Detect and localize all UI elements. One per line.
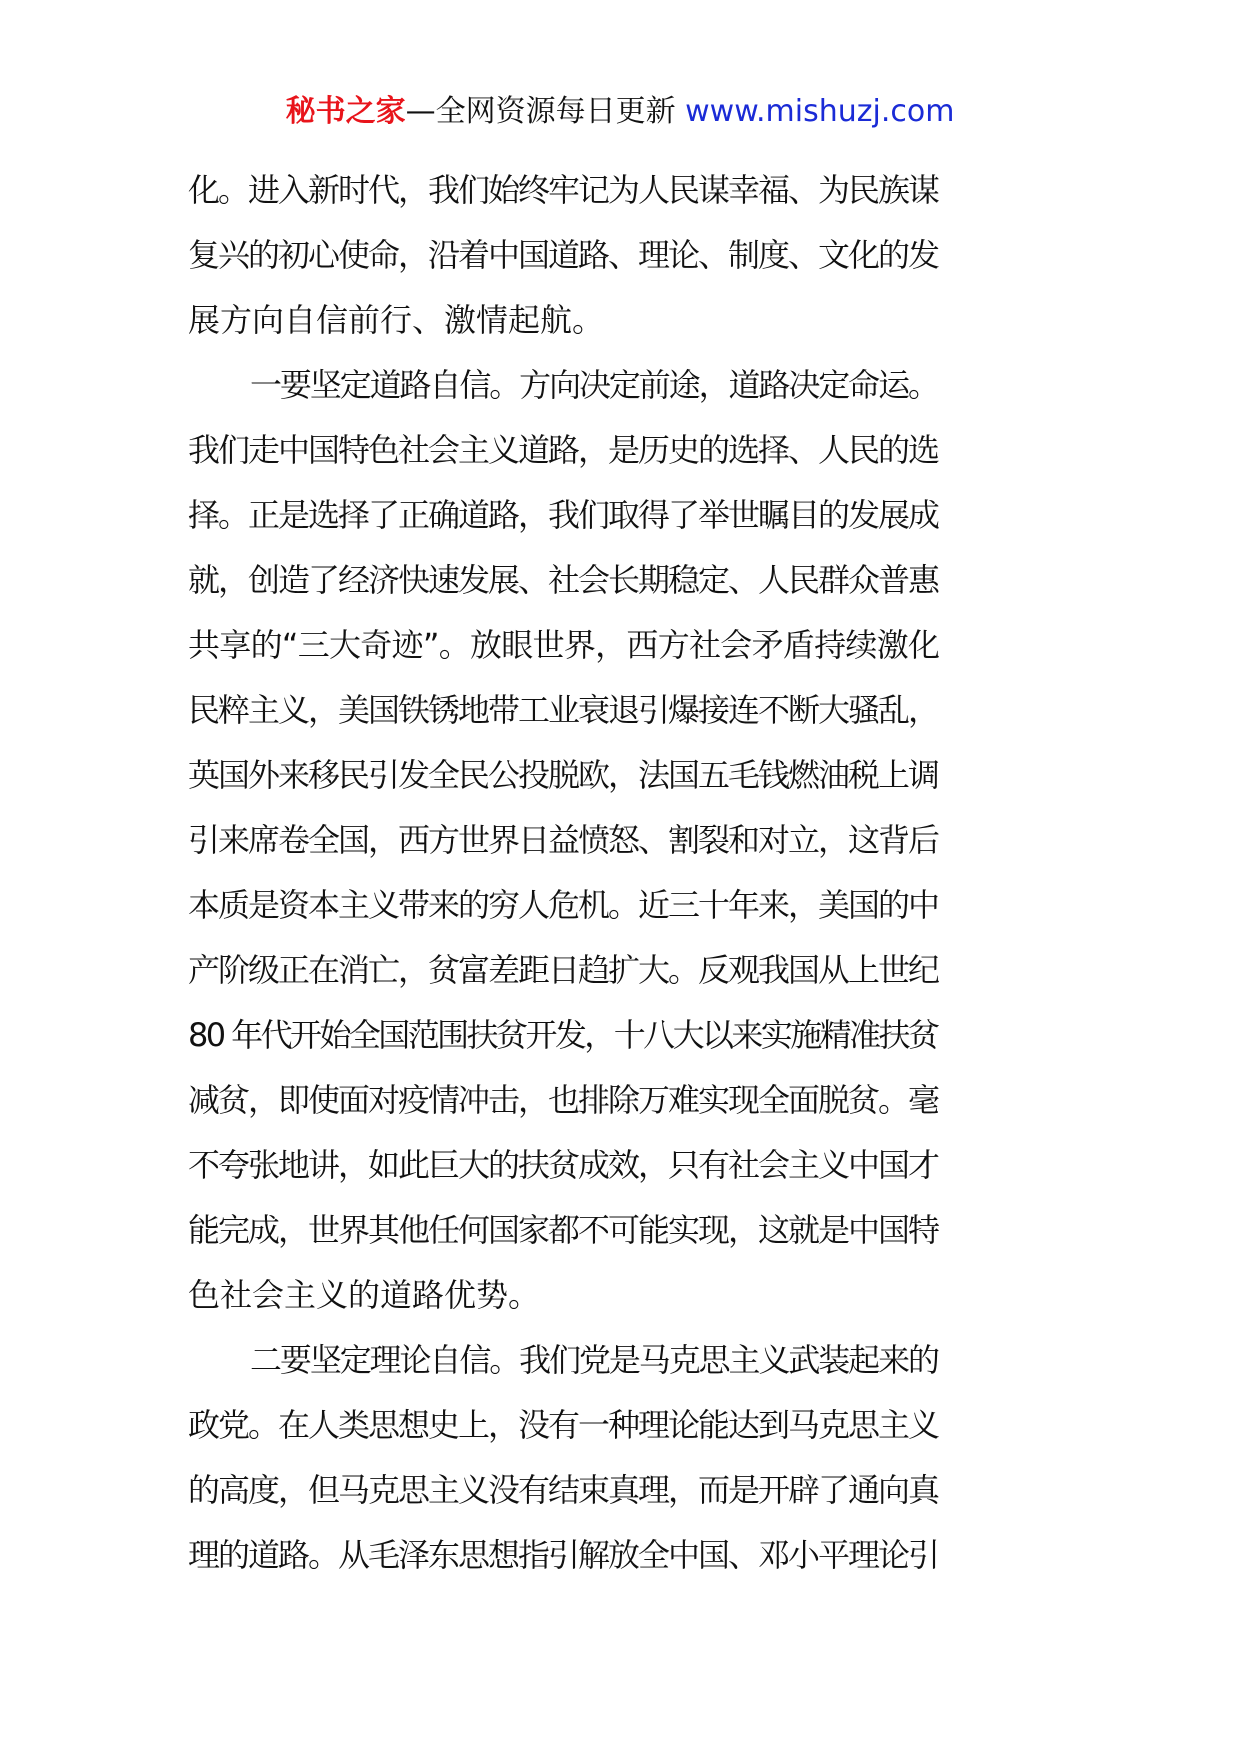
site-slogan: —全网资源每日更新	[405, 94, 676, 129]
text-line: 的高度，但马克思主义没有结束真理，而是开辟了通向真	[188, 1471, 938, 1509]
text-line: 政党。在人类思想史上，没有一种理论能达到马克思主义	[188, 1406, 938, 1444]
text-line: 复兴的初心使命，沿着中国道路、理论、制度、文化的发	[188, 236, 938, 274]
text-line: 不夸张地讲，如此巨大的扶贫成效，只有社会主义中国才	[188, 1146, 938, 1184]
text-line: 能完成，世界其他任何国家都不可能实现，这就是中国特	[188, 1211, 938, 1249]
text-line: 减贫，即使面对疫情冲击，也排除万难实现全面脱贫。毫	[188, 1081, 938, 1119]
document-body	[188, 158, 1052, 1588]
text-line: 引来席卷全国，西方世界日益愤怒、割裂和对立，这背后	[188, 821, 938, 859]
text-line: 二要坚定理论自信。我们党是马克思主义武装起来的	[250, 1341, 938, 1379]
text-line: 本质是资本主义带来的穷人危机。近三十年来，美国的中	[188, 886, 938, 924]
site-header	[0, 92, 1240, 132]
site-brand: 秘书之家	[285, 94, 406, 129]
text-line: 理的道路。从毛泽东思想指引解放全中国、邓小平理论引	[188, 1536, 938, 1574]
text-line: 就，创造了经济快速发展、社会长期稳定、人民群众普惠	[188, 561, 938, 599]
text-line: 我们走中国特色社会主义道路，是历史的选择、人民的选	[188, 431, 938, 469]
text-line: 80 年代开始全国范围扶贫开发，十八大以来实施精准扶贫	[188, 1016, 938, 1054]
site-url-link[interactable]: www.mishuzj.com	[685, 94, 955, 129]
text-line: 英国外来移民引发全民公投脱欧，法国五毛钱燃油税上调	[188, 756, 938, 794]
text-line: 色社会主义的道路优势。	[188, 1276, 541, 1314]
text-line: 民粹主义，美国铁锈地带工业衰退引爆接连不断大骚乱，	[188, 691, 938, 729]
text-line: 共享的“三大奇迹”。放眼世界，西方社会矛盾持续激化	[188, 626, 940, 664]
text-line: 展方向自信前行、激情起航。	[188, 301, 605, 339]
text-line: 化。进入新时代，我们始终牢记为人民谋幸福、为民族谋	[188, 171, 938, 209]
text-line: 一要坚定道路自信。方向决定前途，道路决定命运。	[250, 366, 938, 404]
text-line: 产阶级正在消亡，贫富差距日趋扩大。反观我国从上世纪	[188, 951, 938, 989]
text-line: 择。正是选择了正确道路，我们取得了举世瞩目的发展成	[188, 496, 938, 534]
